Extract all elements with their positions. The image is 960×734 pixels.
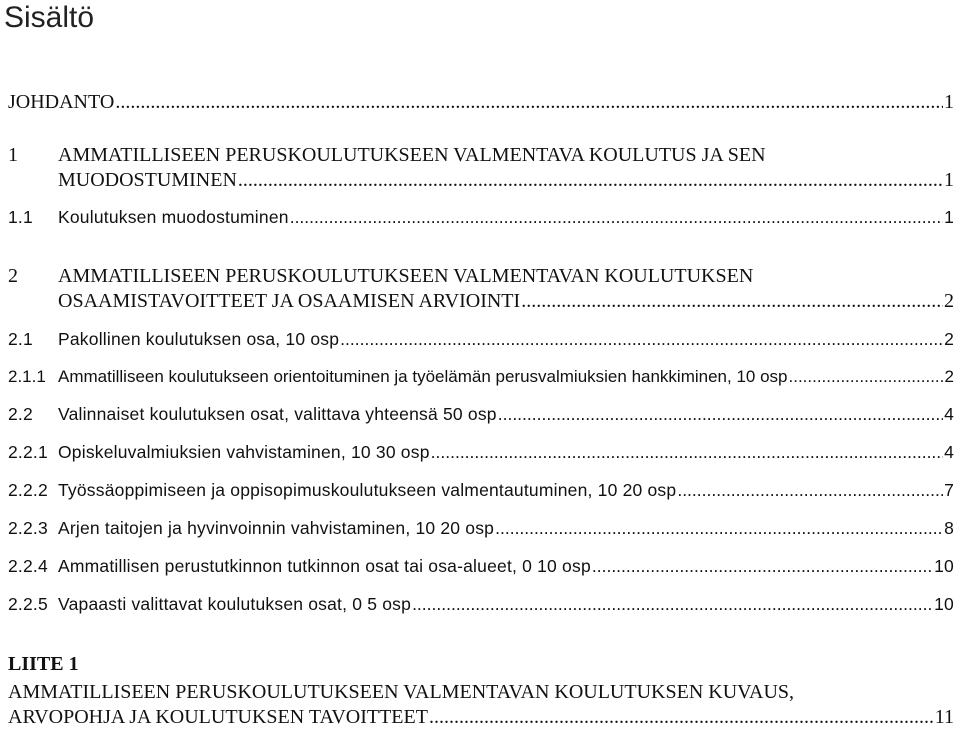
- toc-entry-text: Koulutuksen muodostuminen: [58, 207, 289, 227]
- toc-entry-text: MUODOSTUMINEN: [58, 169, 237, 191]
- toc-entry-2-line1[interactable]: [8, 264, 753, 288]
- toc-section-number: 2.2.4: [8, 556, 48, 576]
- toc-entry-text: OSAAMISTAVOITTEET JA OSAAMISEN ARVIOINTI: [58, 290, 521, 312]
- toc-leader-dots: [340, 327, 943, 351]
- toc-entry-1-line2[interactable]: [58, 168, 954, 192]
- toc-entry-text: Valinnaiset koulutuksen osat, valittava yhteensä 50 osp: [58, 404, 497, 424]
- toc-page-number: 8: [944, 518, 954, 538]
- toc-page-number: 7: [944, 480, 954, 500]
- toc-entry-2-2-2[interactable]: [8, 478, 954, 502]
- toc-section-number: 2.1.1: [8, 367, 46, 386]
- toc-page-number: 2: [944, 329, 954, 349]
- toc-leader-dots: [431, 440, 943, 464]
- toc-page-number: 10: [934, 594, 954, 614]
- toc-entry-text: Vapaasti valittavat koulutuksen osat, 0 5 osp: [58, 594, 412, 614]
- toc-page-number: 10: [934, 556, 954, 576]
- toc-entry-2-line2[interactable]: [58, 289, 954, 313]
- toc-entry-text: AMMATILLISEEN PERUSKOULUTUKSEEN VALMENTAVAN KOULUTUKSEN: [58, 265, 754, 287]
- appendix-entry-line2[interactable]: [8, 705, 954, 729]
- toc-section-number: 1: [8, 144, 18, 166]
- toc-section-number: 2.2.2: [8, 480, 48, 500]
- toc-entry-2-1[interactable]: [8, 327, 954, 351]
- toc-page-number: 1: [944, 207, 954, 227]
- toc-leader-dots: [115, 90, 943, 114]
- toc-page-number: 1: [944, 91, 954, 113]
- toc-entry-text: ARVOPOHJA JA KOULUTUKSEN TAVOITTEET: [8, 706, 428, 728]
- toc-leader-dots: [677, 478, 943, 502]
- toc-entry-text: Ammatillisen perustutkinnon tutkinnon osat tai osa-alueet, 0 10 osp: [58, 556, 591, 576]
- toc-page-number: 11: [934, 706, 954, 728]
- toc-entry-text: Pakollinen koulutuksen osa, 10 osp: [58, 329, 340, 349]
- toc-entry-2-2-5[interactable]: [8, 592, 954, 616]
- toc-section-number: 2.2.5: [8, 594, 48, 614]
- toc-entry-1-1[interactable]: [8, 205, 954, 229]
- toc-entry-2-2-1[interactable]: [8, 440, 954, 464]
- appendix-entry-line1[interactable]: AMMATILLISEEN PERUSKOULUTUKSEEN VALMENTAVAN KOULUTUKSEN KUVAUS,: [8, 681, 795, 703]
- toc-leader-dots: [789, 365, 944, 389]
- toc-leader-dots: [592, 554, 933, 578]
- toc-page-number: 4: [944, 404, 954, 424]
- toc-page-number: 4: [944, 442, 954, 462]
- toc-page-number: 2: [944, 367, 954, 386]
- toc-section-number: 2.2.1: [8, 442, 48, 462]
- toc-section-number: 2.2: [8, 404, 33, 424]
- toc-page-number: 1: [944, 169, 954, 191]
- toc-entry-2-2[interactable]: [8, 402, 954, 426]
- appendix-heading: LIITE 1: [8, 653, 79, 675]
- toc-leader-dots: [290, 205, 943, 229]
- toc-section-number: 1.1: [8, 207, 33, 227]
- toc-entry-text: Arjen taitojen ja hyvinvoinnin vahvistaminen, 10 20 osp: [58, 518, 495, 538]
- toc-section-number: 2.2.3: [8, 518, 48, 538]
- toc-entry-text: Ammatilliseen koulutukseen orientoituminen ja työelämän perusvalmiuksien hankkiminen, 10 osp: [58, 367, 788, 386]
- toc-section-number: 2: [8, 265, 18, 287]
- toc-leader-dots: [238, 168, 943, 192]
- toc-leader-dots: [429, 705, 934, 729]
- toc-leader-dots: [521, 289, 943, 313]
- toc-leader-dots: [498, 402, 943, 426]
- toc-entry-2-2-4[interactable]: [8, 554, 954, 578]
- toc-entry-text: Opiskeluvalmiuksien vahvistaminen, 10 30 osp: [58, 442, 430, 462]
- page-title: Sisältö: [4, 1, 95, 34]
- toc-leader-dots: [495, 516, 943, 540]
- toc-entry-text: Työssäoppimiseen ja oppisopimuskoulutukseen valmentautuminen, 10 20 osp: [58, 480, 677, 500]
- toc-entry-text: JOHDANTO: [8, 91, 115, 113]
- toc-section-number: 2.1: [8, 329, 33, 349]
- toc-entry-2-2-3[interactable]: [8, 516, 954, 540]
- toc-leader-dots: [412, 592, 933, 616]
- toc-entry-johdanto[interactable]: [8, 90, 954, 114]
- toc-entry-2-1-1[interactable]: [8, 365, 954, 389]
- toc-entry-text: AMMATILLISEEN PERUSKOULUTUKSEEN VALMENTAVA KOULUTUS JA SEN: [58, 144, 766, 166]
- toc-entry-1-line1[interactable]: [8, 143, 766, 167]
- toc-page-number: 2: [944, 290, 954, 312]
